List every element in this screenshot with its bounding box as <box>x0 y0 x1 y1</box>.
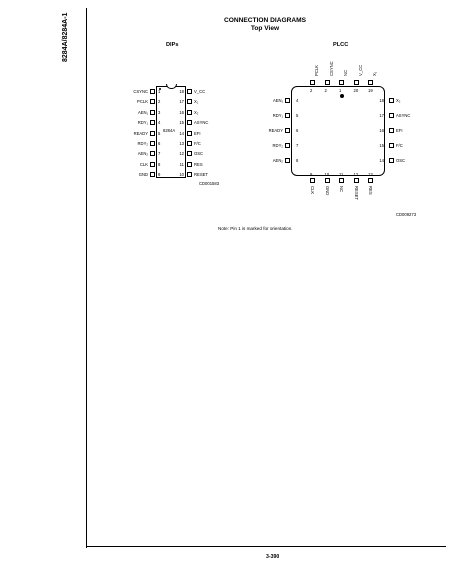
dip-pin-name: X₁ <box>194 99 199 105</box>
dip-pin-box <box>150 172 155 177</box>
plcc-pin-box <box>339 178 344 183</box>
side-title: 8284A/8284A-1 <box>62 12 69 62</box>
plcc-pin-box <box>285 113 290 118</box>
plcc-pin-name: READY <box>268 128 283 133</box>
plcc-pin-number: 2 <box>310 88 313 93</box>
plcc-pin-number: 15 <box>379 143 384 148</box>
plcc-pin-name: AEN₁ <box>272 98 283 103</box>
plcc-pin1-dot <box>340 94 344 98</box>
dip-pin-number: 13 <box>179 141 184 146</box>
plcc-pin-number: 12 <box>353 172 359 177</box>
dip-part-label: 8284A <box>163 128 176 133</box>
dip-pin-number: 10 <box>179 172 184 178</box>
dip-pin-box <box>150 89 155 94</box>
plcc-pin-box <box>285 128 290 133</box>
plcc-pin-box <box>389 128 394 133</box>
plcc-pin-name: CSYNC <box>328 61 334 76</box>
plcc-pin-name: CLK <box>310 186 315 195</box>
plcc-pin-name: GND <box>324 186 330 196</box>
plcc-body <box>291 86 385 176</box>
plcc-pin-name: NC <box>343 69 348 76</box>
dip-pin-name: EFI <box>194 130 201 136</box>
dip-pin-box <box>150 120 155 125</box>
dip-pin-box <box>187 99 192 104</box>
plcc-pin-box <box>310 80 315 85</box>
plcc-pin-box <box>389 98 394 103</box>
dip-pin-box <box>187 172 192 177</box>
dip-pin-box <box>150 141 155 146</box>
dip-pin-name: AEN₂ <box>137 151 148 157</box>
dip-code: CD001583 <box>199 181 220 186</box>
dip-pin-name: READY <box>133 130 148 136</box>
orientation-note: Note: Pin 1 is marked for orientation. <box>218 226 293 231</box>
dip-pin-box <box>187 151 192 156</box>
plcc-pin-name: RDY₁ <box>272 113 283 118</box>
plcc-pin-number: 4 <box>296 98 299 103</box>
dip-pin-name: RDY₂ <box>137 141 148 146</box>
dip-pin-box <box>150 162 155 167</box>
plcc-pin-box <box>325 80 330 85</box>
plcc-pin-box <box>285 158 290 163</box>
dip-pin-name: V_CC <box>194 89 206 94</box>
dip-label: DIPs <box>166 42 179 48</box>
plcc-pin-box <box>310 178 315 183</box>
plcc-pin-number: 7 <box>296 143 299 148</box>
plcc-pin-number: 2 <box>324 88 327 93</box>
dip-pin-name: PCLK <box>137 99 148 105</box>
left-rule <box>86 8 87 548</box>
dip-pin-name: RDY₁ <box>137 120 148 126</box>
plcc-pin-name: X₂ <box>396 98 401 103</box>
plcc-pin-box <box>285 98 290 103</box>
dip-pin-number: 1 <box>158 89 161 94</box>
plcc-pin-name: RDY₂ <box>272 143 283 148</box>
plcc-pin-box <box>285 143 290 148</box>
dip-pin-name: CLK <box>139 161 148 167</box>
plcc-pin-number: 13 <box>368 172 373 177</box>
plcc-pin-number: 17 <box>379 113 384 118</box>
plcc-pin-box <box>354 178 359 183</box>
dip-pin-name: OSC <box>194 151 204 157</box>
plcc-pin-name: F/C <box>396 143 403 148</box>
plcc-pin-name: NC <box>339 186 344 193</box>
plcc-pin-number: 19 <box>368 88 373 93</box>
plcc-pin-name: RES <box>368 186 373 195</box>
dip-pin-box <box>150 99 155 104</box>
plcc-pin-number: 6 <box>296 128 299 133</box>
plcc-label: PLCC <box>333 42 349 48</box>
plcc-pin-box <box>368 178 373 183</box>
dip-pin-number: 6 <box>158 141 161 146</box>
dip-pin-name: F/C <box>194 141 201 146</box>
plcc-pin-number: 11 <box>339 172 344 177</box>
dip-pin-box <box>150 151 155 156</box>
plcc-pin-name: EFI <box>396 128 403 133</box>
dip-pin-number: 2 <box>158 99 161 105</box>
plcc-pin-number: 9 <box>310 172 313 177</box>
dip-pin-box <box>187 162 192 167</box>
dip-pin-number: 17 <box>179 99 184 105</box>
dip-pin-name: CSYNC <box>133 89 148 94</box>
dip-pin-name: RES <box>194 161 203 167</box>
plcc-pin-box <box>354 80 359 85</box>
plcc-pin-box <box>389 158 394 163</box>
plcc-pin-number: 14 <box>379 158 384 163</box>
plcc-pin-number: 8 <box>296 158 299 163</box>
plcc-pin-name: PCLK <box>314 65 319 76</box>
page-title <box>200 17 330 33</box>
dip-pin-box <box>150 110 155 115</box>
plcc-pin-name: ASYNC <box>396 113 411 118</box>
plcc-pin-number: 20 <box>353 88 359 93</box>
plcc-pin-box <box>368 80 373 85</box>
dip-pin-box <box>187 110 192 115</box>
dip-pin-number: 4 <box>158 120 161 126</box>
diagram-subtitle: Top View <box>250 25 280 32</box>
dip-pin-number: 3 <box>158 109 161 115</box>
plcc-pin-name: RESET <box>353 186 359 200</box>
plcc-pin-number: 1 <box>339 88 342 93</box>
dip-pin-name: GND <box>138 172 148 178</box>
dip-pin-box <box>150 131 155 136</box>
page-number: 3-390 <box>266 554 280 560</box>
dip-pin-number: 7 <box>158 151 161 157</box>
dip-pin-number: 14 <box>179 130 184 136</box>
plcc-pin-box <box>339 80 344 85</box>
dip-pin-number: 5 <box>158 130 161 136</box>
dip-pin-box <box>187 120 192 125</box>
bottom-rule <box>86 546 446 547</box>
dip-pin-name: ASYNC <box>194 120 209 126</box>
plcc-pin-number: 16 <box>379 128 384 133</box>
plcc-code: CD009273 <box>396 212 417 217</box>
dip-pin-number: 16 <box>179 109 184 115</box>
plcc-pin-number: 18 <box>379 98 384 103</box>
dip-pin-number: 9 <box>158 172 161 178</box>
dip-pin-name: AEN₁ <box>137 109 148 115</box>
dip-pin-number: 11 <box>179 161 184 167</box>
diagram-title: CONNECTION DIAGRAMS <box>223 17 307 24</box>
dip-pin-number: 18 <box>179 89 184 94</box>
dip-pin-number: 12 <box>179 151 184 157</box>
dip-pin-name: X₂ <box>194 109 199 115</box>
plcc-pin-number: 10 <box>324 172 330 177</box>
plcc-pin-name: V_CC <box>357 64 363 76</box>
plcc-pin-box <box>389 113 394 118</box>
dip-pin-box <box>187 89 192 94</box>
dip-pin-number: 15 <box>179 120 184 126</box>
plcc-pin-box <box>325 178 330 183</box>
plcc-pin-name: OSC <box>396 158 406 163</box>
plcc-pin-box <box>389 143 394 148</box>
dip-pin-box <box>187 141 192 146</box>
plcc-pin-name: X₁ <box>372 71 377 76</box>
dip-pin-number: 8 <box>158 161 161 167</box>
plcc-pin-name: AEN₂ <box>272 158 283 163</box>
plcc-pin-number: 5 <box>296 113 299 118</box>
dip-pin-box <box>187 131 192 136</box>
dip-pin-name: RESET <box>194 172 208 178</box>
